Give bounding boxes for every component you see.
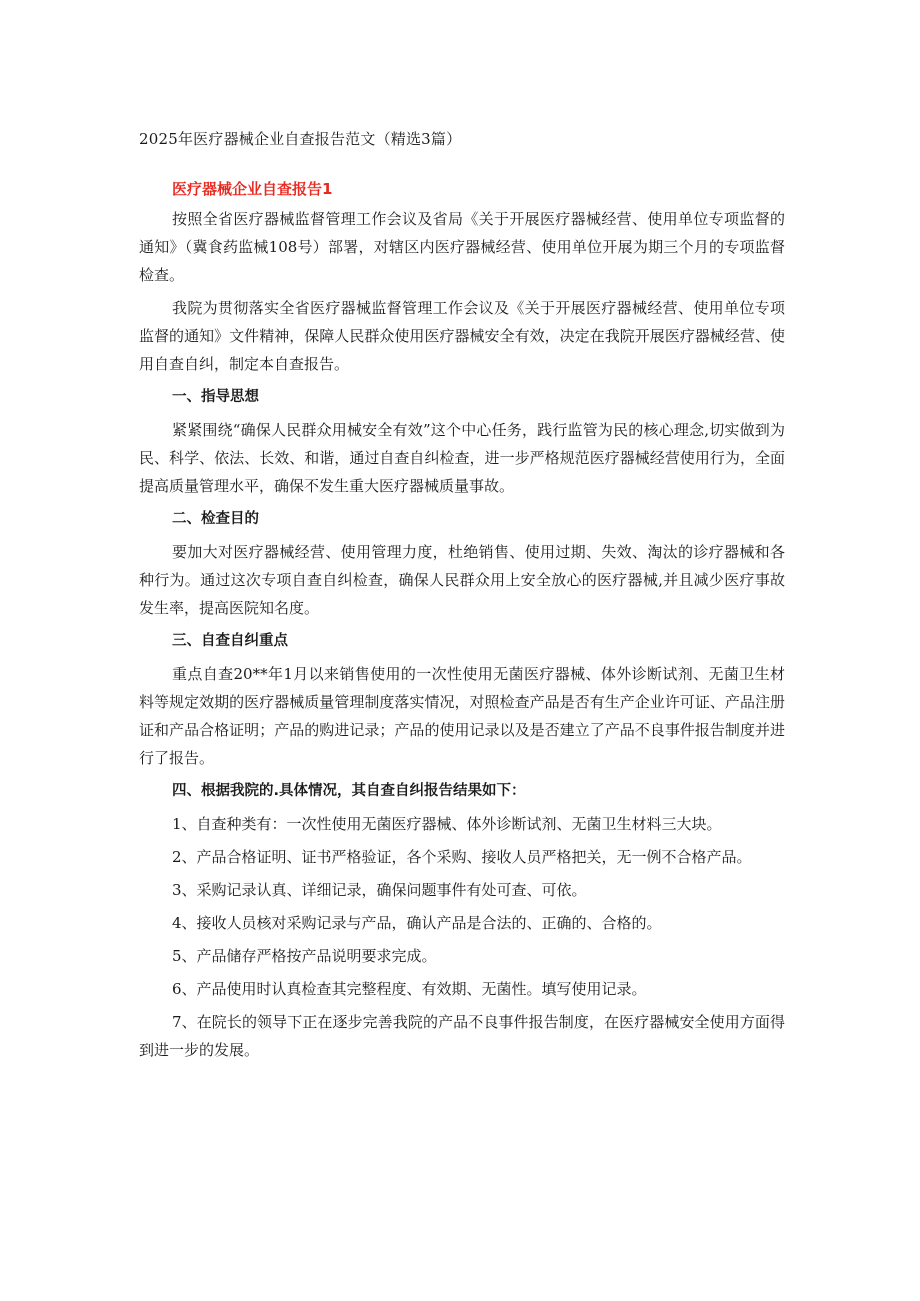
document-title: 2025年医疗器械企业自查报告范文（精选3篇）: [139, 130, 462, 148]
result-item: 5、产品储存严格按产品说明要求完成。: [172, 947, 437, 965]
result-item: 6、产品使用时认真检查其完整程度、有效期、无菌性。填写使用记录。: [172, 980, 647, 998]
intro-paragraph-1: 按照全省医疗器械监督管理工作会议及省局《关于开展医疗器械经营、使用单位专项监督的通知》（冀食药监械108号）部署，对辖区内医疗器械经营、使用单位开展为期三个月的专项监督检查。: [139, 210, 785, 284]
section-title: 医疗器械企业自查报告1: [172, 180, 333, 198]
result-item: 4、接收人员核对采购记录与产品，确认产品是合法的、正确的、合格的。: [172, 914, 662, 932]
result-item: 7、在院长的领导下正在逐步完善我院的产品不良事件报告制度，在医疗器械安全使用方面得到进一步的发展。: [139, 1013, 785, 1059]
intro-paragraph-2: 我院为贯彻落实全省医疗器械监督管理工作会议及《关于开展医疗器械经营、使用单位专项监督的通知》文件精神，保障人民群众使用医疗器械安全有效，决定在我院开展医疗器械经营、使用自查自纠，制定本自查报告。: [139, 299, 785, 373]
paragraph-guiding-ideology: 紧紧围绕“确保人民群众用械安全有效”这个中心任务，践行监管为民的核心理念,切实做到为民、科学、依法、长效、和谐，通过自查自纠检查，进一步严格规范医疗器械经营使用行为，全面提高质量管理水平，确保不发生重大医疗器械质量事故。: [139, 421, 785, 495]
heading-guiding-ideology: 一、指导思想: [172, 389, 259, 405]
heading-self-inspection-focus: 三、自查自纠重点: [172, 633, 288, 649]
heading-inspection-purpose: 二、检查目的: [172, 511, 259, 527]
heading-results: 四、根据我院的.具体情况，其自查自纠报告结果如下：: [172, 783, 526, 799]
result-item: 1、自查种类有：一次性使用无菌医疗器械、体外诊断试剂、无菌卫生材料三大块。: [172, 815, 722, 833]
paragraph-inspection-purpose: 要加大对医疗器械经营、使用管理力度，杜绝销售、使用过期、失效、淘汰的诊疗器械和各种行为。通过这次专项自查自纠检查，确保人民群众用上安全放心的医疗器械,并且减少医疗事故发生率，提高医院知名度。: [139, 543, 785, 617]
result-item: 2、产品合格证明、证书严格验证，各个采购、接收人员严格把关，无一例不合格产品。: [172, 848, 752, 866]
result-item: 3、采购记录认真、详细记录，确保问题事件有处可查、可依。: [172, 881, 587, 899]
document-body: [139, 205, 785, 1069]
paragraph-self-inspection-focus: 重点自查20**年1月以来销售使用的一次性使用无菌医疗器械、体外诊断试剂、无菌卫生材料等规定效期的医疗器械质量管理制度落实情况，对照检查产品是否有生产企业许可证、产品注册证和产品合格证明；产品的购进记录；产品的使用记录以及是否建立了产品不良事件报告制度并进行了报告。: [139, 665, 785, 767]
